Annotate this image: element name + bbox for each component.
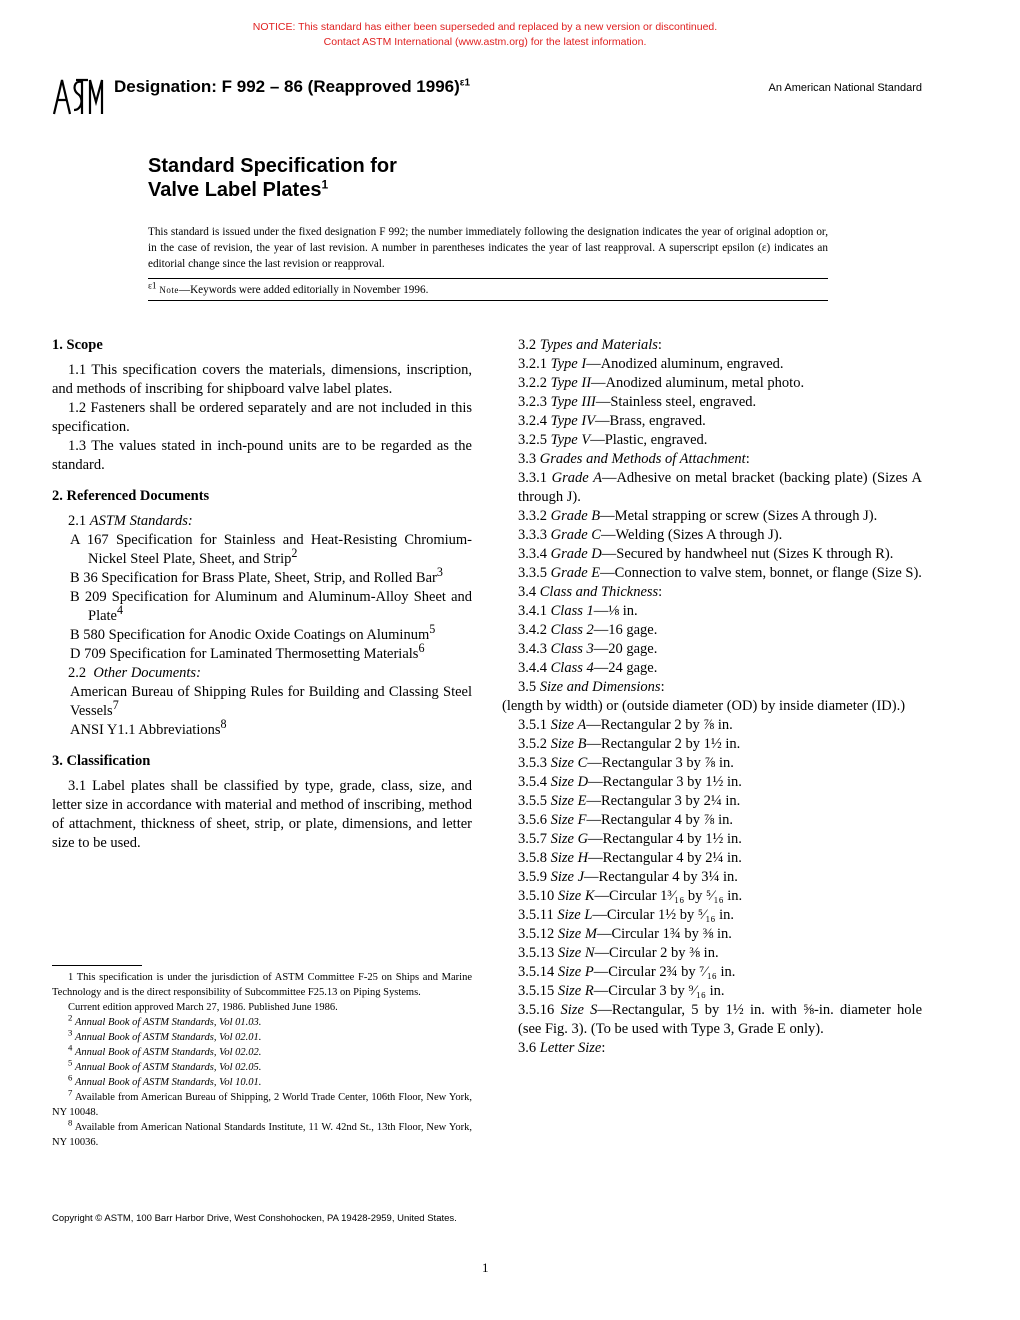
- item-term: Size N: [557, 945, 595, 961]
- ref-b36: [52, 565, 472, 588]
- copyright: Copyright © ASTM, 100 Barr Harbor Drive, West Conshohocken, PA 19428-2959, United States.: [52, 1213, 457, 1224]
- item-number: 3.3.1: [518, 470, 547, 486]
- item-description: —20 gage.: [593, 641, 658, 657]
- item-term: Type I: [550, 356, 587, 372]
- title-footnote-ref: 1: [321, 177, 329, 192]
- para-2-1-num: 2.1: [68, 513, 87, 529]
- item-3-4-4: [502, 659, 922, 678]
- item-term: Type IV: [550, 413, 596, 429]
- para-3-6-title: Letter Size: [539, 1040, 602, 1056]
- item-number: 3.5.14: [518, 964, 555, 980]
- item-number: 3.5.12: [518, 926, 555, 942]
- designation-text: Designation: F 992 – 86 (Reapproved 1996): [114, 77, 460, 96]
- item-description: —Brass, engraved.: [595, 413, 706, 429]
- item-3-3-2: [502, 507, 922, 526]
- item-term: Size D: [550, 774, 589, 790]
- footnote-2-text: Annual Book of ASTM Standards, Vol 01.03.: [75, 1017, 262, 1028]
- ref-ansi: [52, 717, 472, 740]
- footnote-1: 1 This specification is under the jurisdiction of ASTM Committee F-25 on Ships and Marine Technology and is the direct responsibility of Subcommittee F25.13 on Piping Systems.: [52, 972, 472, 998]
- item-description: —Circular 1½ by ⁵⁄₁₆ in.: [592, 907, 735, 923]
- para-2-2-num: 2.2: [68, 665, 87, 681]
- item-number: 3.3: [518, 451, 537, 467]
- ref-a167: [52, 531, 472, 569]
- item-number: 3.2.2: [518, 375, 547, 391]
- size-3-5-12: [502, 925, 922, 944]
- item-description: —Welding (Sizes A through J).: [600, 527, 783, 543]
- item-number: 3.2: [518, 337, 537, 353]
- item-term: Size C: [550, 755, 588, 771]
- footnote-5-text: Annual Book of ASTM Standards, Vol 02.05.: [75, 1062, 262, 1073]
- item-3-3: [502, 450, 922, 469]
- item-term: Size K: [557, 888, 595, 904]
- item-description: —Metal strapping or screw (Sizes A through J).: [600, 508, 878, 524]
- item-term: Size J: [550, 869, 585, 885]
- para-2-2-title: Other Documents:: [93, 665, 201, 681]
- item-3-3-3: [502, 526, 922, 545]
- item-3-2: [502, 336, 922, 355]
- ref-d709-sup: 6: [418, 641, 425, 656]
- para-3-6: [502, 1039, 922, 1058]
- item-number: 3.5.1: [518, 717, 547, 733]
- item-description: —Rectangular 3 by 2¼ in.: [586, 793, 741, 809]
- ref-ansi-sup: 8: [220, 717, 227, 732]
- item-description: —Rectangular, 5 by 1½ in. with ⅝-in. diameter hole (see Fig. 3). (To be used with Type 3, Grade E only).: [518, 1002, 923, 1037]
- item-3-2-1: [502, 355, 922, 374]
- ref-b580: [52, 622, 472, 645]
- item-term: Size P: [557, 964, 594, 980]
- item-description: :: [745, 451, 750, 467]
- ref-a167-sup: 2: [291, 546, 298, 561]
- size-3-5-8: [502, 849, 922, 868]
- item-number: 3.5: [518, 679, 537, 695]
- item-description: —Plastic, engraved.: [590, 432, 708, 448]
- item-term: Class 1: [550, 603, 594, 619]
- item-number: 3.5.3: [518, 755, 547, 771]
- page-number: 1: [482, 1260, 489, 1275]
- item-number: 3.3.3: [518, 527, 547, 543]
- item-term: Class and Thickness: [539, 584, 659, 600]
- size-3-5-15: [502, 982, 922, 1001]
- notice-line-1: NOTICE: This standard has either been superseded and replaced by a new version or discontinued.: [252, 21, 718, 33]
- title-line-1: Standard Specification for: [148, 155, 397, 177]
- item-number: 3.2.4: [518, 413, 547, 429]
- item-term: Class 2: [550, 622, 594, 638]
- footnote-7-text: Available from American Bureau of Shipping, 2 World Trade Center, 106th Floor, New York, NY 10048.: [52, 1092, 473, 1118]
- ref-b36-sup: 3: [436, 565, 443, 580]
- size-3-5-2: [502, 735, 922, 754]
- classification-items: [502, 336, 922, 697]
- footnotes: [52, 970, 472, 1150]
- footnote-3-text: Annual Book of ASTM Standards, Vol 02.01.: [75, 1032, 262, 1043]
- item-term: Grades and Methods of Attachment: [539, 451, 746, 467]
- item-number: 3.5.8: [518, 850, 547, 866]
- item-3-3-4: [502, 545, 922, 564]
- size-3-5-7: [502, 830, 922, 849]
- divider-bottom: [148, 300, 828, 301]
- ref-b209-sup: 4: [117, 603, 124, 618]
- item-number: 3.5.7: [518, 831, 547, 847]
- size-items: [502, 716, 922, 1039]
- size-3-5-9: [502, 868, 922, 887]
- size-3-5-4: [502, 773, 922, 792]
- para-3-1: 3.1 Label plates shall be classified by type, grade, class, size, and letter size in accordance with material and method of inscribing, method of attachment, thickness of sheet, strip, or plate, dimensions, and letter size to be used.: [52, 778, 472, 851]
- size-note: (length by width) or (outside diameter (OD) by inside diameter (ID).): [502, 698, 906, 714]
- item-description: —Circular 1³⁄₁₆ by ⁵⁄₁₆ in.: [594, 888, 743, 904]
- item-number: 3.2.5: [518, 432, 547, 448]
- item-term: Grade E: [550, 565, 601, 581]
- ref-abs-text: American Bureau of Shipping Rules for Building and Classing Steel Vessels: [70, 684, 472, 719]
- item-term: Size E: [550, 793, 587, 809]
- item-description: —Circular 1¾ by ⅜ in.: [596, 926, 732, 942]
- supersession-notice: [0, 20, 970, 50]
- footnote-2: $^2$ Annual Book of ASTM Standards, Vol 01.03.: [68, 1012, 262, 1028]
- item-number: 3.4.2: [518, 622, 547, 638]
- designation-epsilon: ε1: [459, 77, 471, 89]
- ref-b36-text: B 36 Specification for Brass Plate, Sheet, Strip, and Rolled Bar: [70, 570, 437, 586]
- item-3-4-3: [502, 640, 922, 659]
- item-term: Size F: [550, 812, 587, 828]
- item-number: 3.2.1: [518, 356, 547, 372]
- para-2-1: [52, 512, 472, 531]
- item-number: 3.3.5: [518, 565, 547, 581]
- item-description: —Anodized aluminum, engraved.: [586, 356, 784, 372]
- designation: [114, 77, 470, 97]
- item-description: —Rectangular 2 by 1½ in.: [586, 736, 741, 752]
- size-3-5-6: [502, 811, 922, 830]
- footnote-4: $^4$ Annual Book of ASTM Standards, Vol 02.02.: [68, 1042, 262, 1058]
- item-term: Class 4: [550, 660, 594, 676]
- footnote-3: $^3$ Annual Book of ASTM Standards, Vol 02.01.: [68, 1027, 262, 1043]
- item-description: —Rectangular 4 by 1½ in.: [588, 831, 742, 847]
- item-number: 3.5.11: [518, 907, 554, 923]
- left-column: [52, 336, 472, 853]
- item-number: 3.5.6: [518, 812, 547, 828]
- item-description: —Secured by handwheel nut (Sizes K through R).: [601, 546, 894, 562]
- size-3-5-13: [502, 944, 922, 963]
- item-number: 3.5.16: [518, 1002, 555, 1018]
- document-title: [148, 154, 397, 202]
- size-3-5-11: [502, 906, 922, 925]
- item-description: —Rectangular 4 by 2¼ in.: [588, 850, 742, 866]
- item-number: 3.5.4: [518, 774, 547, 790]
- item-3-4: [502, 583, 922, 602]
- item-number: 3.4.3: [518, 641, 547, 657]
- footnote-8-text: Available from American National Standards Institute, 11 W. 42nd St., 13th Floor, New York, NY 10036.: [52, 1122, 472, 1148]
- item-description: —24 gage.: [593, 660, 658, 676]
- para-1-2: 1.2 Fasteners shall be ordered separately and are not included in this specification.: [52, 400, 472, 435]
- ref-b580-text: B 580 Specification for Anodic Oxide Coatings on Aluminum: [70, 627, 430, 643]
- item-description: —Circular 2 by ⅜ in.: [594, 945, 719, 961]
- notice-line-2: Contact ASTM International (www.astm.org) for the latest information.: [323, 36, 647, 48]
- item-3-5: [502, 678, 922, 697]
- item-3-2-3: [502, 393, 922, 412]
- item-description: :: [657, 337, 662, 353]
- item-number: 3.5.15: [518, 983, 555, 999]
- item-description: —Stainless steel, engraved.: [595, 394, 757, 410]
- ref-d709-text: D 709 Specification for Laminated Thermosetting Materials: [70, 646, 419, 662]
- item-description: —16 gage.: [593, 622, 658, 638]
- footnote-6-text: Annual Book of ASTM Standards, Vol 10.01.: [75, 1077, 262, 1088]
- item-3-4-2: [502, 621, 922, 640]
- item-number: 3.5.10: [518, 888, 555, 904]
- item-number: 3.5.5: [518, 793, 547, 809]
- para-3-6-rest: :: [601, 1040, 606, 1056]
- ref-b209-text: B 209 Specification for Aluminum and Aluminum-Alloy Sheet and Plate: [70, 589, 472, 624]
- item-description: —Rectangular 4 by ⅞ in.: [586, 812, 734, 828]
- item-term: Type V: [550, 432, 591, 448]
- note-text: —Keywords were added editorially in November 1996.: [178, 284, 429, 296]
- item-term: Grade B: [550, 508, 601, 524]
- item-number: 3.3.4: [518, 546, 547, 562]
- item-number: 3.5.13: [518, 945, 555, 961]
- footnote-1b: Current edition approved March 27, 1986. Published June 1986.: [68, 1002, 338, 1013]
- item-description: —Circular 2¾ by ⁷⁄₁₆ in.: [593, 964, 736, 980]
- item-term: Size G: [550, 831, 589, 847]
- item-term: Size A: [550, 717, 587, 733]
- item-term: Size B: [550, 736, 587, 752]
- item-description: —⅛ in.: [593, 603, 638, 619]
- item-term: Size H: [550, 850, 589, 866]
- item-term: Grade A: [551, 470, 602, 486]
- item-term: Size S: [560, 1002, 598, 1018]
- item-number: 3.2.3: [518, 394, 547, 410]
- item-term: Types and Materials: [539, 337, 658, 353]
- ref-abs-sup: 7: [112, 698, 119, 713]
- american-national-standard: An American National Standard: [768, 82, 922, 94]
- item-description: —Circular 3 by ⁹⁄₁₆ in.: [593, 983, 725, 999]
- item-number: 3.4.1: [518, 603, 547, 619]
- item-description: —Adhesive on metal bracket (backing plate) (Sizes A through J).: [518, 470, 922, 505]
- title-line-2: Valve Label Plates: [148, 179, 322, 201]
- footnote-6: $^6$ Annual Book of ASTM Standards, Vol 10.01.: [68, 1072, 262, 1088]
- ref-ansi-text: ANSI Y1.1 Abbreviations: [70, 722, 221, 738]
- ref-d709: [52, 641, 472, 664]
- para-2-2: [52, 664, 472, 683]
- item-description: :: [660, 679, 665, 695]
- section-heading-scope: 1. Scope: [52, 337, 103, 353]
- item-description: —Anodized aluminum, metal photo.: [591, 375, 805, 391]
- para-1-1: 1.1 This specification covers the materials, dimensions, inscription, and methods of inscribing for shipboard valve label plates.: [52, 362, 472, 397]
- item-number: 3.4.4: [518, 660, 547, 676]
- section-heading-referenced-documents: 2. Referenced Documents: [52, 488, 210, 504]
- item-3-3-1: [502, 469, 922, 507]
- size-3-5-5: [502, 792, 922, 811]
- item-3-3-5: [502, 564, 922, 583]
- size-3-5-3: [502, 754, 922, 773]
- item-3-4-1: [502, 602, 922, 621]
- note-epsilon: ε1: [148, 281, 157, 292]
- item-3-2-4: [502, 412, 922, 431]
- item-3-2-5: [502, 431, 922, 450]
- ref-abs: [52, 683, 472, 721]
- note-label: Note: [159, 285, 179, 295]
- size-3-5-10: [502, 887, 922, 906]
- size-3-5-14: [502, 963, 922, 982]
- item-description: —Rectangular 3 by ⅞ in.: [587, 755, 734, 771]
- item-term: Type III: [550, 394, 596, 410]
- editorial-note: [148, 281, 429, 296]
- footnote-4-text: Annual Book of ASTM Standards, Vol 02.02.: [75, 1047, 262, 1058]
- footnote-8: $^8$ Available from American National Standards Institute, 11 W. 42nd St., 13th Floor, New York, NY 10036.: [52, 1117, 472, 1148]
- astm-logo: [52, 76, 104, 116]
- item-description: —Connection to valve stem, bonnet, or flange (Size S).: [600, 565, 922, 581]
- para-3-6-num: 3.6: [518, 1040, 537, 1056]
- item-term: Size and Dimensions: [539, 679, 661, 695]
- para-1-3: 1.3 The values stated in inch-pound units are to be regarded as the standard.: [52, 438, 472, 473]
- item-description: :: [658, 584, 663, 600]
- item-description: —Rectangular 2 by ⅞ in.: [586, 717, 733, 733]
- item-term: Size R: [557, 983, 594, 999]
- para-2-1-title: ASTM Standards:: [89, 513, 193, 529]
- divider-top: [148, 278, 828, 279]
- item-description: —Rectangular 3 by 1½ in.: [588, 774, 742, 790]
- right-column: [502, 336, 922, 1058]
- section-heading-classification: 3. Classification: [52, 753, 151, 769]
- item-number: 3.5.2: [518, 736, 547, 752]
- footnote-rule: [52, 965, 142, 966]
- item-term: Class 3: [550, 641, 594, 657]
- item-term: Size M: [557, 926, 597, 942]
- item-number: 3.4: [518, 584, 537, 600]
- ref-a167-text: A 167 Specification for Stainless and Heat-Resisting Chromium-Nickel Steel Plate, Sheet, and Strip: [70, 532, 472, 567]
- item-number: 3.3.2: [518, 508, 547, 524]
- size-3-5-16: [502, 1001, 922, 1039]
- ref-b580-sup: 5: [429, 622, 436, 637]
- footnote-5: $^5$ Annual Book of ASTM Standards, Vol 02.05.: [68, 1057, 262, 1073]
- size-3-5-1: [502, 716, 922, 735]
- item-3-2-2: [502, 374, 922, 393]
- item-description: —Rectangular 4 by 3¼ in.: [584, 869, 738, 885]
- issued-statement: This standard is issued under the fixed designation F 992; the number immediately following the designation indicates the year of original adoption or, in the case of revision, the year of last revision. A number in parentheses indicates the year of last reapproval. A superscript epsilon (ε) indicates an editorial change since the last revision or reapproval.: [148, 226, 828, 270]
- item-term: Grade C: [550, 527, 601, 543]
- ref-b209: [52, 588, 472, 626]
- footnote-7: $^7$ Available from American Bureau of Shipping, 2 World Trade Center, 106th Floor, New York, NY 10048.: [52, 1087, 473, 1118]
- item-term: Type II: [550, 375, 592, 391]
- item-term: Size L: [557, 907, 593, 923]
- item-term: Grade D: [550, 546, 602, 562]
- item-number: 3.5.9: [518, 869, 547, 885]
